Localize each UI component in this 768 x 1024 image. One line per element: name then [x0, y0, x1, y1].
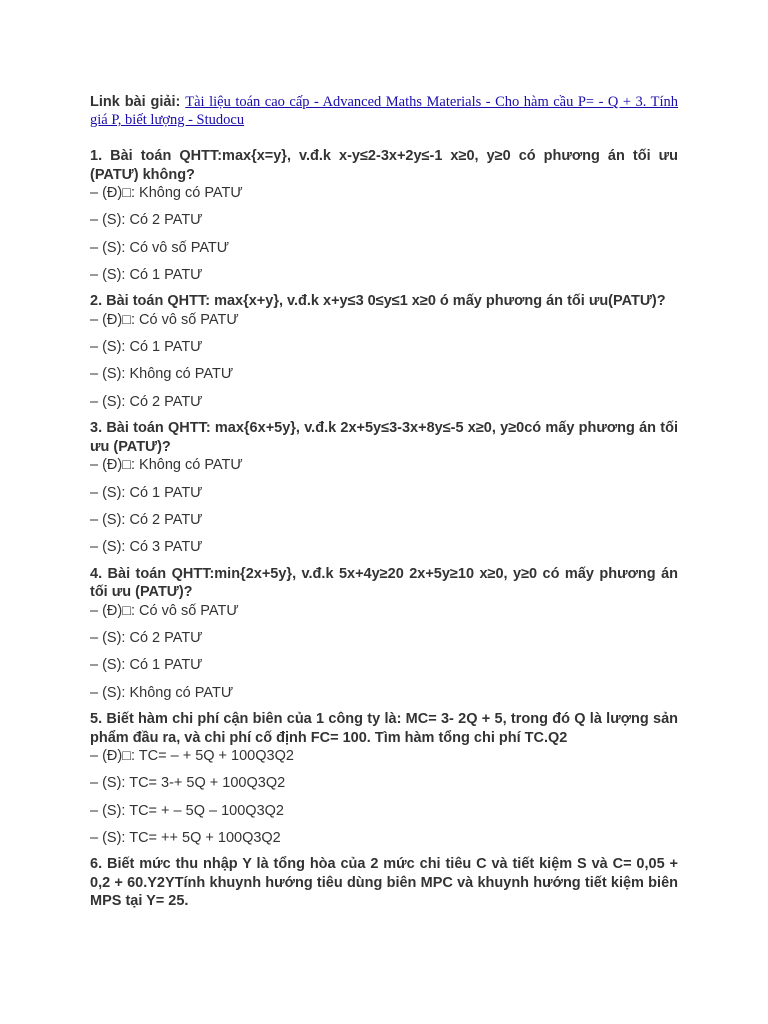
answer-option: – (Đ)□: Không có PATƯ	[90, 185, 243, 201]
answer-option: – (S): Có 1 PATƯ	[90, 339, 203, 356]
link-label: Link bài giải:	[90, 94, 181, 110]
answer-option: – (S): TC= ++ 5Q + 100Q3Q2	[90, 829, 281, 846]
question-1	[90, 147, 678, 284]
question-text: 1. Bài toán QHTT:max{x=y}, v.đ.k x-y≤2-3x+2y≤-1 x≥0, y≥0 có phương án tối ưu (PATƯ) không?	[90, 148, 678, 183]
question-text: 5. Biết hàm chi phí cận biên của 1 công ty là: MC= 3- 2Q + 5, trong đó Q là lượng sản phẩm đầu ra, và chi phí cố định FC= 100. Tìm hàm tổng chi phí TC.Q2	[90, 711, 678, 746]
question-text: 2. Bài toán QHTT: max{x+y}, v.đ.k x+y≤3 0≤y≤1 x≥0 ó mấy phương án tối ưu(PATƯ)?	[90, 293, 666, 310]
solution-link[interactable]: Tài liệu toán cao cấp - Advanced Maths Materials - Cho hàm cầu P= - Q + 3. Tính giá P, biết lượng - Studocu	[90, 94, 679, 128]
answer-option: – (Đ)□: TC= – + 5Q + 100Q3Q2	[90, 748, 294, 765]
question-4	[90, 565, 678, 702]
answer-option: – (S): Không có PATƯ	[90, 684, 234, 701]
question-text: 6. Biết mức thu nhập Y là tổng hòa của 2 mức chi tiêu C và tiết kiệm S và C= 0,05 + 0,2 + 60.Y2YTính khuynh hướng tiêu dùng biên MPC và khuynh hướng tiết kiệm biên MPS tại Y= 25.	[90, 856, 678, 910]
answer-option: – (S): Có 1 PATƯ	[90, 657, 203, 674]
answer-option: – (Đ)□: Có vô số PATƯ	[90, 602, 239, 619]
question-2	[90, 292, 678, 411]
answer-option: – (S): Có 2 PATƯ	[90, 212, 203, 229]
answer-option: – (S): Có 2 PATƯ	[90, 393, 203, 410]
answer-option: – (Đ)□: Có vô số PATƯ	[90, 311, 239, 328]
answer-option: – (S): Có 2 PATƯ	[90, 629, 203, 646]
answer-option: – (S): Không có PATƯ	[90, 366, 234, 383]
question-text: 4. Bài toán QHTT:min{2x+5y}, v.đ.k 5x+4y≥20 2x+5y≥10 x≥0, y≥0 có mấy phương án tối ưu (PATƯ)?	[90, 565, 678, 601]
question-6	[90, 855, 678, 911]
answer-option: – (S): TC= + – 5Q – 100Q3Q2	[90, 802, 284, 819]
question-3	[90, 419, 678, 556]
answer-option: – (S): Có 2 PATƯ	[90, 511, 203, 528]
question-text: 3. Bài toán QHTT: max{6x+5y}, v.đ.k 2x+5y≤3-3x+8y≤-5 x≥0, y≥0có mấy phương án tối ưu (PATƯ)?	[90, 420, 678, 455]
solution-link-line	[90, 93, 678, 129]
answer-option: – (S): Có vô số PATƯ	[90, 239, 230, 256]
answer-option: – (S): Có 1 PATƯ	[90, 266, 203, 283]
answer-option: – (Đ)□: Không có PATƯ	[90, 457, 243, 474]
document-content	[90, 93, 678, 911]
answer-option: – (S): Có 1 PATƯ	[90, 484, 203, 501]
answer-option: – (S): Có 3 PATƯ	[90, 539, 203, 556]
answer-option: – (S): TC= 3-+ 5Q + 100Q3Q2	[90, 775, 286, 792]
question-5	[90, 710, 678, 847]
